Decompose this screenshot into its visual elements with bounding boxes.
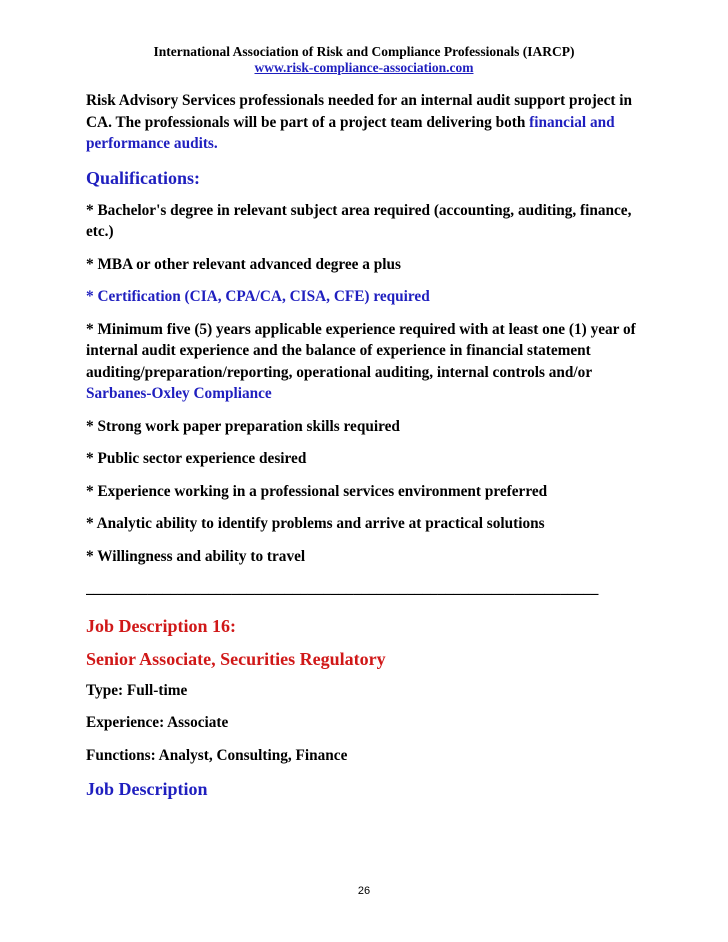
qualification-item: * Strong work paper preparation skills required (86, 417, 400, 435)
job-description-number-heading: Job Description 16: (86, 615, 236, 636)
job-description-heading: Job Description (86, 779, 208, 799)
qualifications-heading: Qualifications: (86, 167, 201, 188)
intro-text: Risk Advisory Services professionals needed for an internal audit support project in CA. The professionals will be part of a project team delivering both (86, 92, 633, 131)
page-header (0, 44, 728, 76)
job-type: Type: Full-time (86, 681, 188, 699)
qualification-item: * Public sector experience desired (86, 450, 307, 467)
qualification-item-certification-link[interactable]: * Certification (CIA, CPA/CA, CISA, CFE) required (86, 288, 430, 305)
page-number: 26 (357, 885, 371, 897)
qualification-item (86, 319, 646, 405)
qualification-item: * MBA or other relevant advanced degree a plus (86, 255, 401, 273)
document-body (86, 90, 646, 811)
qualification-item: * Experience working in a professional services environment preferred (86, 482, 548, 500)
qualification-item: * Analytic ability to identify problems and arrive at practical solutions (86, 515, 545, 532)
job-title: Senior Associate, Securities Regulatory (86, 648, 386, 669)
intro-highlight-link[interactable]: financial and performance audits. (86, 113, 615, 152)
sarbanes-oxley-link[interactable]: Sarbanes-Oxley Compliance (86, 385, 272, 402)
qualification-item: * Willingness and ability to travel (86, 547, 306, 565)
qualification-item-text: * Minimum five (5) years applicable experience required with at least one (1) year of internal audit experience and the balance of experience in financial statement auditing/preparation/reporting, operational auditing, internal controls and/or (86, 320, 636, 381)
job-experience: Experience: Associate (86, 714, 229, 731)
organization-url-link[interactable]: www.risk-compliance-association.com (254, 60, 474, 75)
intro-paragraph (86, 90, 646, 155)
separator-line: ___________________________________________________________________ (86, 580, 599, 597)
qualification-item: * Bachelor's degree in relevant subject area required (accounting, auditing, finance, etc.) (86, 201, 632, 240)
job-functions: Functions: Analyst, Consulting, Finance (86, 746, 348, 764)
organization-name: International Association of Risk and Compliance Professionals (IARCP) (153, 44, 575, 59)
